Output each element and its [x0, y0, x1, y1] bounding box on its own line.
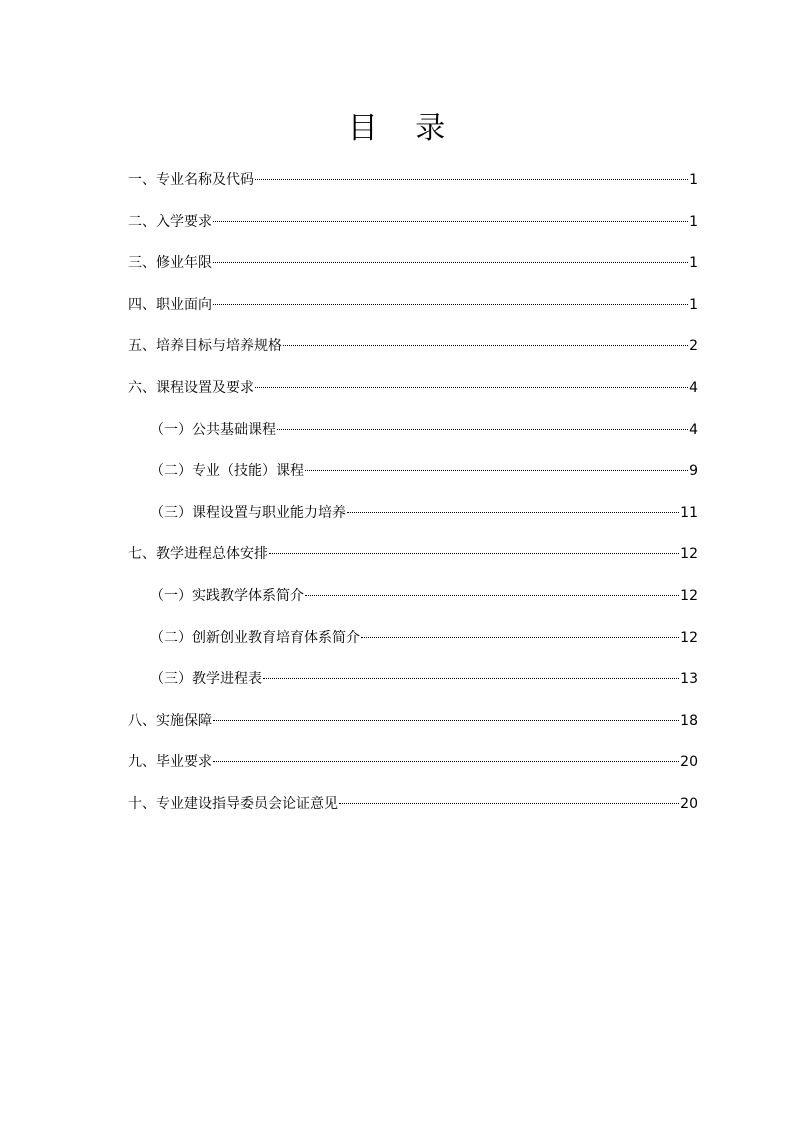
toc-entry-page-number: 2	[689, 338, 698, 355]
toc-entry-label: （三）课程设置与职业能力培养	[150, 504, 346, 521]
toc-entry-label: （二）专业（技能）课程	[150, 463, 304, 480]
toc-entry-label: 六、课程设置及要求	[128, 379, 254, 396]
toc-title: 目 录	[347, 111, 460, 146]
toc-entry-page-number: 20	[680, 754, 698, 771]
toc-entry[interactable]	[128, 750, 698, 792]
toc-entry-label: （一）公共基础课程	[150, 421, 276, 438]
toc-entry-label: 九、毕业要求	[128, 754, 212, 771]
toc-entry-label: 一、专业名称及代码	[128, 172, 254, 188]
toc-entry-page-number: 12	[680, 546, 698, 563]
toc-entry-label: 二、入学要求	[128, 213, 212, 230]
toc-entry[interactable]	[128, 667, 698, 709]
toc-dot-leader	[213, 304, 688, 305]
toc-entry[interactable]	[128, 626, 698, 668]
toc-entry[interactable]	[128, 293, 698, 335]
toc-entry[interactable]	[128, 376, 698, 418]
toc-entry[interactable]	[128, 334, 698, 376]
toc-dot-leader	[255, 387, 688, 388]
toc-entry-label: 三、修业年限	[128, 255, 212, 272]
toc-entry[interactable]	[128, 792, 698, 834]
toc-entry-label: （一）实践教学体系简介	[150, 587, 304, 604]
toc-entry[interactable]	[128, 542, 698, 584]
toc-entry-label: 四、职业面向	[128, 296, 212, 313]
toc-entry-page-number: 20	[680, 795, 698, 812]
toc-entry-page-number: 12	[680, 587, 698, 604]
toc-dot-leader	[213, 262, 688, 263]
toc-entry[interactable]	[128, 709, 698, 751]
toc-entry-page-number: 9	[689, 463, 698, 480]
toc-entry-label: （三）教学进程表	[150, 671, 262, 688]
toc-dot-leader	[263, 678, 679, 679]
toc-entry-page-number: 1	[689, 172, 698, 188]
toc-entry-label: 十、专业建设指导委员会论证意见	[128, 795, 338, 812]
toc-dot-leader	[277, 429, 688, 430]
toc-dot-leader	[255, 179, 688, 180]
toc-dot-leader	[213, 720, 679, 721]
toc-dot-leader	[305, 470, 688, 471]
toc-entry-label: 七、教学进程总体安排	[128, 546, 268, 563]
toc-entry[interactable]	[128, 501, 698, 543]
toc-dot-leader	[283, 345, 688, 346]
toc-entry[interactable]	[128, 168, 698, 210]
toc-entry-page-number: 12	[680, 629, 698, 646]
toc-entry[interactable]	[128, 251, 698, 293]
toc-entry-label: 八、实施保障	[128, 712, 212, 729]
toc-entry[interactable]	[128, 459, 698, 501]
toc-entry-page-number: 11	[680, 504, 698, 521]
toc-dot-leader	[305, 595, 679, 596]
toc-entry-page-number: 1	[689, 213, 698, 230]
toc-entry-page-number: 4	[689, 379, 698, 396]
toc-entry-page-number: 13	[680, 671, 698, 688]
toc-entry[interactable]	[128, 210, 698, 252]
toc-dot-leader	[347, 512, 679, 513]
toc-entry-page-number: 1	[689, 296, 698, 313]
toc-entry[interactable]	[128, 418, 698, 460]
toc-entry-page-number: 18	[680, 712, 698, 729]
toc-dot-leader	[269, 553, 679, 554]
toc-entry-page-number: 4	[689, 421, 698, 438]
toc-dot-leader	[361, 637, 679, 638]
toc-dot-leader	[213, 761, 679, 762]
toc-dot-leader	[339, 803, 679, 804]
toc-entry[interactable]	[128, 584, 698, 626]
toc-dot-leader	[213, 221, 688, 222]
toc-list	[128, 168, 698, 834]
toc-entry-label: （二）创新创业教育培育体系简介	[150, 629, 360, 646]
toc-entry-page-number: 1	[689, 255, 698, 272]
toc-entry-label: 五、培养目标与培养规格	[128, 338, 282, 355]
